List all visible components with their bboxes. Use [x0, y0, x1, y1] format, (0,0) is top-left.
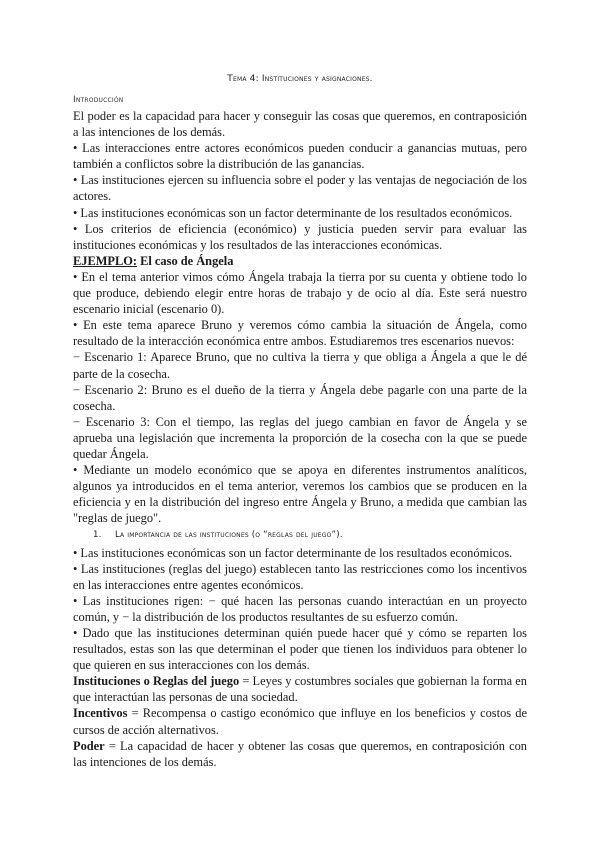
definition-text: = La capacidad de hacer y obtener las cosas que queremos, en contraposición con las intenciones de los demás. [73, 738, 527, 769]
document-title: Tema 4: Instituciones y asignaciones. [227, 74, 373, 84]
document-body [73, 108, 527, 770]
definition-term: Instituciones o Reglas del juego [73, 674, 240, 689]
ejemplo-title: El caso de Ángela [137, 253, 234, 268]
paragraph: • Mediante un modelo económico que se apoya en diferentes instrumentos analíticos, algunos ya introducidos en el tema anterior, veremos los cambios que se producen en la eficiencia y en la distribución del ingreso entre Ángela y Bruno, a medida que cambian las "reglas de juego". [73, 463, 527, 526]
paragraph: • Los criterios de eficiencia (económico) y justicia pueden servir para evaluar las instituciones económicas y los resultados de las interacciones económicas. [73, 221, 527, 252]
ejemplo-heading [73, 253, 527, 269]
definition [73, 705, 527, 737]
section-heading-text: La importancia de las instituciones (o “reglas del juego”). [115, 530, 343, 541]
definition [73, 738, 527, 770]
section-number: 1. [93, 530, 102, 541]
section-heading [73, 527, 527, 543]
paragraph: − Escenario 3: Con el tiempo, las reglas del juego cambian en favor de Ángela y se aprueba una legislación que incrementa la proporción de la cosecha con la que se puede quedar Ángela. [73, 414, 527, 461]
paragraph: • Dado que las instituciones determinan quién puede hacer qué y cómo se reparten los resultados, estas son las que determinan el poder que tienen los individuos para obtener lo que quieren en sus interacciones con los demás. [73, 626, 527, 673]
paragraph: El poder es la capacidad para hacer y conseguir las cosas que queremos, en contraposición a las intenciones de los demás. [73, 109, 527, 140]
paragraph: • Las instituciones rigen: − qué hacen las personas cuando interactúan en un proyecto común, y − la distribución de los productos resultantes de su esfuerzo común. [73, 593, 527, 624]
paragraph: • Las instituciones ejercen su influencia sobre el poder y las ventajas de negociación de los actores. [73, 173, 527, 204]
ejemplo-label: EJEMPLO: [73, 253, 138, 268]
paragraph: − Escenario 2: Bruno es el dueño de la tierra y Ángela debe pagarle con una parte de la cosecha. [73, 382, 527, 413]
paragraph: • Las instituciones (reglas del juego) establecen tanto las restricciones como los incentivos en las interacciones entre agentes económicos. [73, 561, 527, 592]
paragraph: • Las instituciones económicas son un factor determinante de los resultados económicos. [73, 205, 513, 220]
intro-heading: Introducción [73, 95, 124, 105]
paragraph: • Las instituciones económicas son un factor determinante de los resultados económicos. [73, 545, 513, 560]
paragraph: • Las interacciones entre actores económicos pueden conducir a ganancias mutuas, pero también a conflictos sobre la distribución de las ganancias. [73, 141, 527, 172]
paragraph: • En el tema anterior vimos cómo Ángela trabaja la tierra por su cuenta y obtiene todo lo que produce, debiendo elegir entre horas de trabajo y de ocio al día. Este será nuestro escenario inicial (escenario 0). [73, 269, 527, 317]
definition-term: Incentivos [73, 706, 128, 721]
paragraph: − Escenario 1: Aparece Bruno, que no cultiva la tierra y que obliga a Ángela a que le dé parte de la cosecha. [73, 350, 527, 381]
paragraph: • En este tema aparece Bruno y veremos cómo cambia la situación de Ángela, como resultado de la interacción económica entre ambos. Estudiaremos tres escenarios nuevos: [73, 318, 527, 349]
definition-text: = Recompensa o castigo económico que influye en los beneficios y costos de cursos de acción alternativos. [73, 706, 527, 737]
definition-text: = Leyes y costumbres sociales que gobiernan la forma en que interactúan las personas de una sociedad. [73, 674, 527, 705]
definition [73, 673, 527, 705]
definition-term: Poder [73, 738, 105, 753]
